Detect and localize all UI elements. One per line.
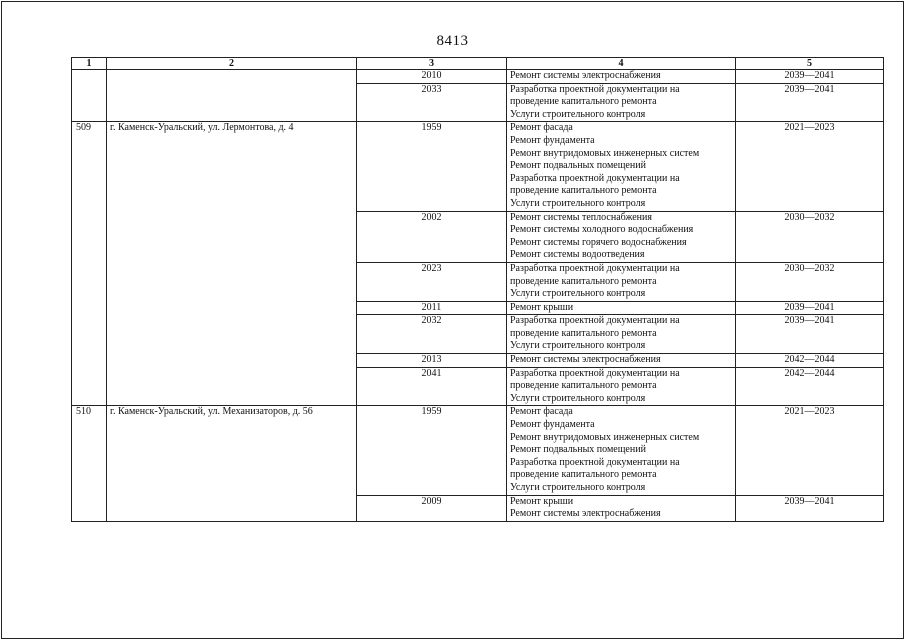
work-item: Ремонт фундамента [510,134,595,146]
works-list [507,315,736,354]
work-item: Ремонт системы горячего водоснабжения [510,236,687,248]
planned-period: 2030—2032 [736,211,884,262]
work-item: Услуги строительного контроля [510,340,646,352]
work-item: проведение капитального ремонта [510,185,657,197]
table-body [72,70,884,522]
repair-year: 2041 [357,367,507,406]
building-address: г. Каменск-Уральский, ул. Лермонтова, д. 4 [107,122,357,406]
repair-year: 2032 [357,315,507,354]
work-item: Ремонт системы электроснабжения [510,508,661,520]
works-list [507,83,736,122]
work-item: Ремонт крыши [510,301,574,313]
planned-period: 2042—2044 [736,367,884,406]
planned-period: 2021—2023 [736,122,884,211]
repair-year: 2009 [357,495,507,521]
planned-period: 2039—2041 [736,70,884,84]
work-item: Разработка проектной документации на [510,367,680,379]
work-item: Ремонт системы холодного водоснабжения [510,224,694,236]
work-item: проведение капитального ремонта [510,469,657,481]
work-item: Ремонт подвальных помещений [510,160,646,172]
repair-year: 2023 [357,262,507,301]
works-list [507,70,736,84]
work-item: Разработка проектной документации на [510,456,680,468]
work-item: проведение капитального ремонта [510,96,657,108]
works-list [507,406,736,495]
table-row [72,122,884,211]
repair-year: 2002 [357,211,507,262]
planned-period: 2039—2041 [736,495,884,521]
table-row [72,70,884,84]
page-number: 8413 [436,33,469,49]
works-list [507,495,736,521]
work-item: Разработка проектной документации на [510,315,680,327]
work-item: проведение капитального ремонта [510,275,657,287]
works-list [507,354,736,368]
work-item: Услуги строительного контроля [510,482,646,493]
column-header: 5 [736,58,884,70]
works-list [507,262,736,301]
work-item: Разработка проектной документации на [510,262,680,274]
repair-year: 2010 [357,70,507,84]
work-item: Ремонт внутридомовых инженерных систем [510,147,700,159]
planned-period: 2030—2032 [736,262,884,301]
work-item: Разработка проектной документации на [510,172,680,184]
planned-period: 2042—2044 [736,354,884,368]
repair-year: 2033 [357,83,507,122]
table-header-row [72,58,884,70]
planned-period: 2021—2023 [736,406,884,495]
building-address: г. Каменск-Уральский, ул. Механизаторов, д. 56 [107,406,357,521]
repair-schedule-table [71,57,884,522]
works-list [507,367,736,406]
work-item: проведение капитального ремонта [510,327,657,339]
column-header: 4 [507,58,736,70]
work-item: проведение капитального ремонта [510,380,657,392]
work-item: Разработка проектной документации на [510,83,680,95]
work-item: Ремонт крыши [510,495,574,507]
building-number: 509 [72,122,107,406]
work-item: Услуги строительного контроля [510,288,646,300]
planned-period: 2039—2041 [736,315,884,354]
column-header: 1 [72,58,107,70]
repair-year: 2013 [357,354,507,368]
work-item: Ремонт подвальных помещений [510,444,646,456]
works-list [507,122,736,211]
repair-year: 2011 [357,301,507,315]
work-item: Ремонт системы электроснабжения [510,354,661,366]
building-address [107,70,357,122]
work-item: Услуги строительного контроля [510,197,646,209]
work-item: Ремонт фасада [510,122,573,134]
works-list [507,211,736,262]
works-list [507,301,736,315]
column-header: 2 [107,58,357,70]
table-row [72,406,884,495]
work-item: Услуги строительного контроля [510,108,646,120]
planned-period: 2039—2041 [736,83,884,122]
work-item: Ремонт фасада [510,406,573,418]
work-item: Ремонт системы водоотведения [510,249,645,261]
building-number [72,70,107,122]
repair-year: 1959 [357,122,507,211]
building-number: 510 [72,406,107,521]
planned-period: 2039—2041 [736,301,884,315]
work-item: Ремонт фундамента [510,419,595,431]
work-item: Ремонт внутридомовых инженерных систем [510,431,700,443]
column-header: 3 [357,58,507,70]
work-item: Ремонт системы теплоснабжения [510,211,652,223]
work-item: Ремонт системы электроснабжения [510,70,661,81]
repair-year: 1959 [357,406,507,495]
work-item: Услуги строительного контроля [510,392,646,404]
